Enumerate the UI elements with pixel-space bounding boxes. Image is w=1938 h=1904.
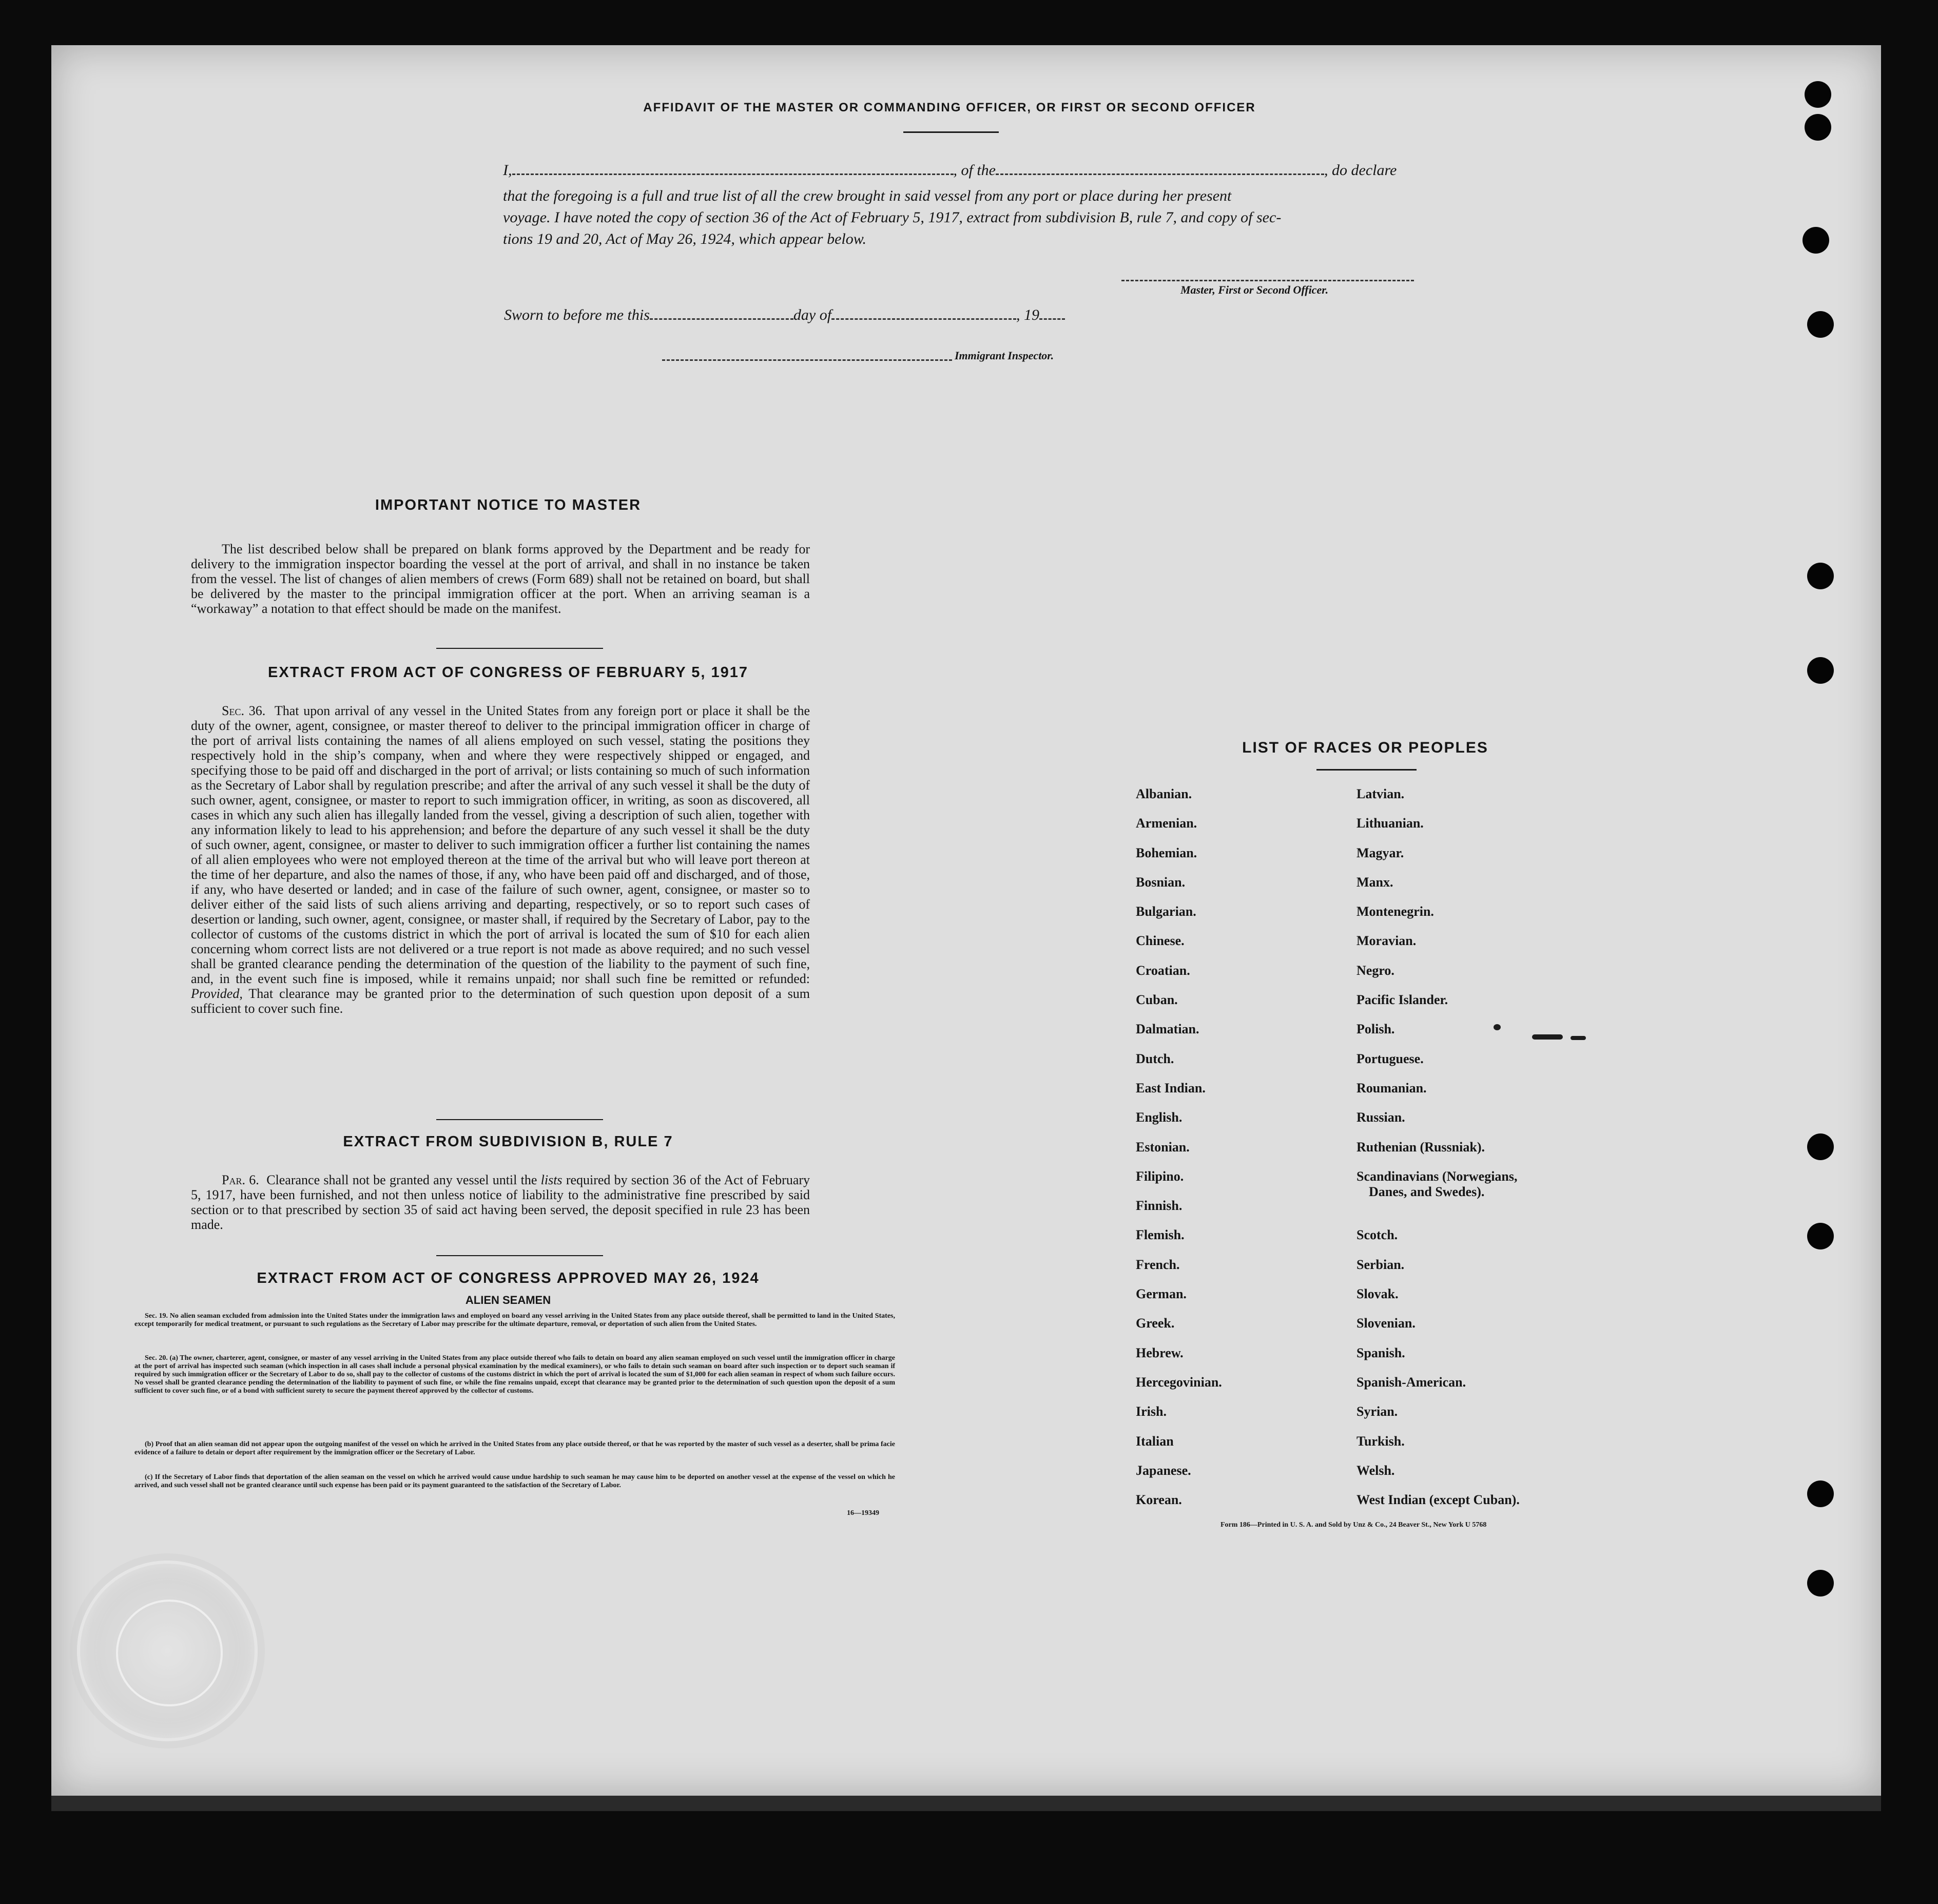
alien-seamen-subtitle: ALIEN SEAMEN (465, 1294, 551, 1306)
race-item: Cuban. (1136, 992, 1178, 1008)
races-title-rule (1316, 769, 1417, 771)
month-blank (831, 307, 1016, 320)
page-edge-shadow (51, 1796, 1881, 1811)
race-item: Slovenian. (1356, 1316, 1416, 1331)
punch-hole (1805, 114, 1831, 141)
punch-hole (1807, 1223, 1834, 1249)
affidavit-title: AFFIDAVIT OF THE MASTER OR COMMANDING OFFICER, OR FIRST OR SECOND OFFICER (643, 101, 1256, 114)
year-blank (1039, 307, 1065, 320)
rule7-title: EXTRACT FROM SUBDIVISION B, RULE 7 (343, 1133, 673, 1150)
race-item: Estonian. (1136, 1139, 1190, 1155)
race-item: Magyar. (1356, 845, 1404, 860)
sworn-line: Sworn to before me this day of , 19 (504, 304, 1065, 326)
race-item: Negro. (1356, 963, 1394, 978)
race-item: Bosnian. (1136, 874, 1186, 890)
race-item: Scandinavians (Norwegians, (1356, 1168, 1518, 1184)
race-item: Chinese. (1136, 933, 1185, 949)
race-item: Pacific Islander. (1356, 992, 1448, 1008)
embossed-seal (77, 1561, 258, 1741)
extract-1917-body: Sec. 36. That upon arrival of any vessel in the United States from any foreign port or place it shall be the duty of the owner, agent, consignee, or master thereof to deliver to the principal immigration officer in charge of the port of arrival lists containing the names of all aliens employed on such vessel, stating the positions they respectively hold in the ship’s company, when and where they were respectively shipped or engaged, and specifying those to be paid off and discharged in the port of arrival; or lists containing so much of such information as the Secretary of Labor shall by regulation prescribe; and after the arrival of any such vessel it shall be the duty of such owner, agent, consignee, or master to report to such immigration officer, in writing, as soon as discovered, all cases in which any such alien has illegally landed from the vessel, giving a description of such alien, together with any information likely to lead to his apprehension; and before the departure of any such vessel it shall be the duty of such owner, agent, consignee, or master to deliver to such immigration officer a further list containing the names of all alien employees who were not employed thereon at the time of the arrival but who will leave port thereon at the time of her departure, and also the names of those, if any, who have been paid off and discharged, and of those, if any, who have deserted or landed; and in case of the failure of such owner, agent, consignee, or master so to deliver either of the said lists of such aliens arriving and departing, respectively, or so to report such cases of desertion or landing, such owner, agent, consignee, or master shall, if required by the Secretary of Labor, pay to the collector of customs of the customs district in which the port of arrival is located the sum of $10 for each alien concerning whom correct lists are not delivered or a true report is not made as above required; and no such vessel shall be granted clearance pending the determination of the question of the liability to the payment of such fine, and, in the event such fine is imposed, while it remains unpaid; nor shall such fine be remitted or refunded: Provided, That clearance may be granted prior to the determination of such question upon deposit of a sum sufficient to cover such fine. (191, 703, 810, 1016)
sec-20b-text: (b) Proof that an alien seaman did not appear upon the outgoing manifest of the vessel on which he arrived in the United States from any place outside thereof, or that he was reported by the master of such vessel as a deserter, shall be prima facie evidence of a failure to detain or deport after requirement by the immigration officer or the Secretary of Labor. (134, 1440, 895, 1456)
race-item: Bohemian. (1136, 845, 1197, 860)
race-item: French. (1136, 1257, 1180, 1272)
race-item: Albanian. (1136, 786, 1192, 801)
notice-title: IMPORTANT NOTICE TO MASTER (375, 497, 642, 513)
race-item: Serbian. (1356, 1257, 1405, 1272)
extract-1917-title: EXTRACT FROM ACT OF CONGRESS OF FEBRUARY 5, 1917 (267, 664, 749, 681)
race-item: English. (1136, 1110, 1183, 1125)
inspector-caption: Immigrant Inspector. (955, 349, 1054, 362)
race-item: Turkish. (1356, 1433, 1405, 1449)
affidavit-line-3: voyage. I have noted the copy of section 36 of the Act of February 5, 1917, extract from subdivision B, rule 7, and copy of sec- (503, 209, 1282, 226)
race-item: East Indian. (1136, 1080, 1206, 1095)
race-item: Portuguese. (1356, 1051, 1424, 1066)
punch-hole (1807, 563, 1834, 589)
race-item: Scotch. (1356, 1227, 1398, 1243)
punch-hole (1803, 227, 1829, 254)
day-blank (650, 307, 793, 320)
races-title: LIST OF RACES OR PEOPLES (1242, 739, 1488, 756)
race-item: West Indian (except Cuban). (1356, 1492, 1520, 1508)
punch-hole (1807, 657, 1834, 684)
race-item: Italian (1136, 1433, 1174, 1449)
race-item: Hebrew. (1136, 1345, 1184, 1360)
race-item: Syrian. (1356, 1404, 1398, 1419)
race-item: Korean. (1136, 1492, 1182, 1508)
race-item: Ruthenian (Russniak). (1356, 1139, 1485, 1155)
section-rule (436, 648, 603, 649)
affidavit-line-1: I, , of the , do declare (503, 162, 1397, 179)
race-item: Croatian. (1136, 963, 1190, 978)
race-item: Russian. (1356, 1110, 1405, 1125)
race-item: Roumanian. (1356, 1080, 1427, 1095)
race-item: Spanish-American. (1356, 1374, 1466, 1390)
section-rule (436, 1119, 603, 1120)
sec-20a-text: Sec. 20. (a) The owner, charterer, agent, consignee, or master of any vessel arriving in the United States from any place outside thereof who fails to detain on board any alien seaman employed on such vessel until the immigration officer in charge at the port of arrival has inspected such seaman (which inspection in all cases shall include a personal physical examination by the medical examiners), or who fails to detain such seaman on board after such inspection or to deport such seaman if required by such immigration officer or the Secretary of Labor to do so, shall pay to the collector of customs of the customs district in which the port of arrival is located the sum of $1,000 for each alien seaman in respect of whom such failure occurs. No vessel shall be granted clearance pending the determination of the liability to payment of such fine, or while the fine remains unpaid, except that clearance may be granted prior to the determination of such question upon the deposit of a sum sufficient to cover such fine, or of a bond with sufficient surety to secure the payment thereof approved by the collector of customs. (134, 1354, 895, 1395)
name-blank (512, 162, 954, 175)
ink-speck (1571, 1036, 1586, 1040)
master-caption: Master, First or Second Officer. (1180, 283, 1329, 296)
race-item: Bulgarian. (1136, 904, 1196, 919)
affidavit-line-4: tions 19 and 20, Act of May 26, 1924, which appear below. (503, 230, 867, 247)
race-item: German. (1136, 1286, 1187, 1302)
title-rule (903, 131, 999, 133)
races-right-column (1356, 786, 1520, 1522)
race-item: Dutch. (1136, 1051, 1174, 1066)
race-item: Montenegrin. (1356, 904, 1434, 919)
signature-line-inspector (662, 359, 952, 361)
signature-line-master (1121, 280, 1414, 281)
race-item: Welsh. (1356, 1463, 1395, 1478)
race-item: Finnish. (1136, 1198, 1183, 1214)
race-item: Spanish. (1356, 1345, 1405, 1360)
race-item: Irish. (1136, 1404, 1167, 1419)
race-item: Greek. (1136, 1316, 1175, 1331)
form-code: 16—19349 (847, 1509, 879, 1517)
punch-hole (1807, 1570, 1834, 1597)
race-item: Dalmatian. (1136, 1022, 1199, 1037)
rule7-body: Par. 6. Clearance shall not be granted any vessel until the lists required by section 36 of the Act of February 5, 1917, have been furnished, and not then unless notice of liability to the administrative fine prescribed by said section or to that prescribed by section 35 of said act having been served, the deposit specified in rule 23 has been made. (191, 1172, 810, 1232)
race-item: Manx. (1356, 874, 1393, 890)
vessel-blank (996, 162, 1324, 175)
race-item: Slovak. (1356, 1286, 1399, 1302)
notice-body: The list described below shall be prepared on blank forms approved by the Department and be ready for delivery to the immigration inspector boarding the vessel at the port of arrival, and shall in no instance be taken from the vessel. The list of changes of alien members of crews (Form 689) shall not be retained on board, but shall be delivered by the master to the principal immigration officer at the port. When an arriving seaman is a “workaway” a notation to that effect should be made on the manifest. (191, 542, 810, 616)
sec-20c-text: (c) If the Secretary of Labor finds that deportation of the alien seaman on the vessel on which he arrived would cause undue hardship to such seaman he may cause him to be deported on another vessel at the expense of the vessel on which he arrived, and such vessel shall not be granted clearance until such expense has been paid or its payment guaranteed to the satisfaction of the Secretary of Labor. (134, 1473, 895, 1489)
race-item: Latvian. (1356, 786, 1405, 801)
affidavit-line-2: that the foregoing is a full and true list of all the crew brought in said vessel from any port or place during her present (503, 187, 1232, 204)
race-item: Filipino. (1136, 1168, 1184, 1184)
section-rule (436, 1255, 603, 1256)
races-left-column (1136, 786, 1222, 1522)
ink-speck (1532, 1034, 1563, 1040)
printer-footer: Form 186—Printed in U. S. A. and Sold by Unz & Co., 24 Beaver St., New York U 5768 (1220, 1521, 1487, 1529)
punch-hole (1807, 1133, 1834, 1160)
extract-1924-title: EXTRACT FROM ACT OF CONGRESS APPROVED MAY 26, 1924 (257, 1270, 760, 1286)
sec-19-text: Sec. 19. No alien seaman excluded from admission into the United States under the immigration laws and employed on board any vessel arriving in the United States from any place outside thereof, shall be permitted to land in the United States, except temporarily for medical treatment, or pursuant to such regulations as the Secretary of Labor may prescribe for the ultimate departure, removal, or deportation of such alien from the United States. (134, 1312, 895, 1328)
race-item: Armenian. (1136, 816, 1197, 831)
race-item: Hercegovinian. (1136, 1374, 1222, 1390)
race-item: Polish. (1356, 1022, 1395, 1037)
race-item: Danes, and Swedes). (1369, 1184, 1485, 1199)
race-item: Lithuanian. (1356, 816, 1424, 831)
race-item: Japanese. (1136, 1463, 1191, 1478)
race-item: Flemish. (1136, 1227, 1185, 1243)
punch-hole (1805, 81, 1831, 108)
punch-hole (1807, 311, 1834, 338)
punch-hole (1807, 1480, 1834, 1507)
race-item: Moravian. (1356, 933, 1417, 949)
